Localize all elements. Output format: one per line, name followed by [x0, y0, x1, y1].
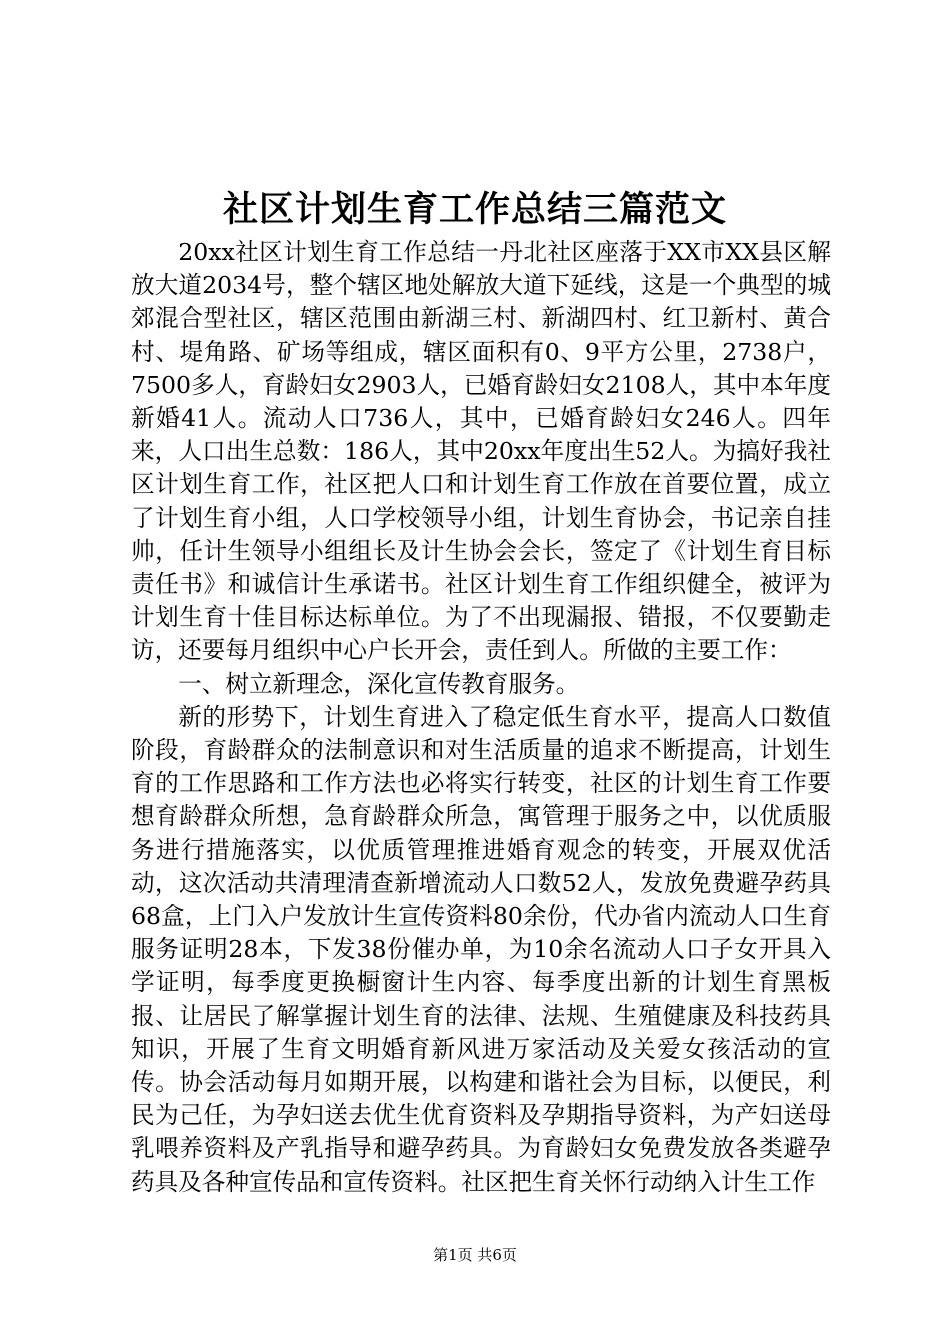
paragraph-section-one: 新的形势下，计划生育进入了稳定低生育水平，提高人口数值阶段，育龄群众的法制意识和对生活质量的追求不断提高，计划生育的工作思路和工作方法也必将实行转变，社区的计划生育工作要想育龄群众所想，急育龄群众所急，寓管理于服务之中，以优质服务进行措施落实，以优质管理推进婚育观念的转变，开展双优活动，这次活动共清理清查新增流动人口数52人，发放免费避孕药具68盒，上门入户发放计生宣传资料80余份，代办省内流动人口生育服务证明28本，下发38份催办单，为10余名流动人口子女开具入学证明，每季度更换橱窗计生内容、每季度出新的计划生育黑板报、让居民了解掌握计划生育的法律、法规、生殖健康及科技药具知识，开展了生育文明婚育新风进万家活动及关爱女孩活动的宣传。协会活动每月如期开展，以构建和谐社会为目标，以便民，利民为己任，为孕妇送去优生优育资料及孕期指导资料，为产妇送母乳喂养资料及产乳指导和避孕药具。为育龄妇女免费发放各类避孕药具及各种宣传品和宣传资料。社区把生育关怀行动纳入计生工作: [131, 702, 831, 1196]
page-footer: 第1页 共6页: [433, 1246, 517, 1264]
section-heading: 一、树立新理念，深化宣传教育服务。: [178, 669, 580, 698]
document-title: 社区计划生育工作总结三篇范文: [222, 189, 727, 230]
document-body: [131, 236, 831, 1199]
paragraph-intro: 20xx社区计划生育工作总结一丹北社区座落于XX市XX县区解放大道2034号，整个辖区地处解放大道下延线，这是一个典型的城郊混合型社区，辖区范围由新湖三村、新湖四村、红卫新村、黄合村、堤角路、矿场等组成，辖区面积有0、9平方公里，2738户，7500多人，育龄妇女2903人，已婚育龄妇女2108人，其中本年度新婚41人。流动人口736人，其中，已婚育龄妇女246人。四年来，人口出生总数：186人，其中20xx年度出生52人。为搞好我社区计划生育工作，社区把人口和计划生育工作放在首要位置，成立了计划生育小组，人口学校领导小组，计划生育协会，书记亲自挂帅，任计生领导小组组长及计生协会会长，签定了《计划生育目标责任书》和诚信计生承诺书。社区计划生育工作组织健全，被评为计划生育十佳目标达标单位。为了不出现漏报、错报，不仅要勤走访，还要每月组织中心户长开会，责任到人。所做的主要工作：: [131, 238, 831, 665]
